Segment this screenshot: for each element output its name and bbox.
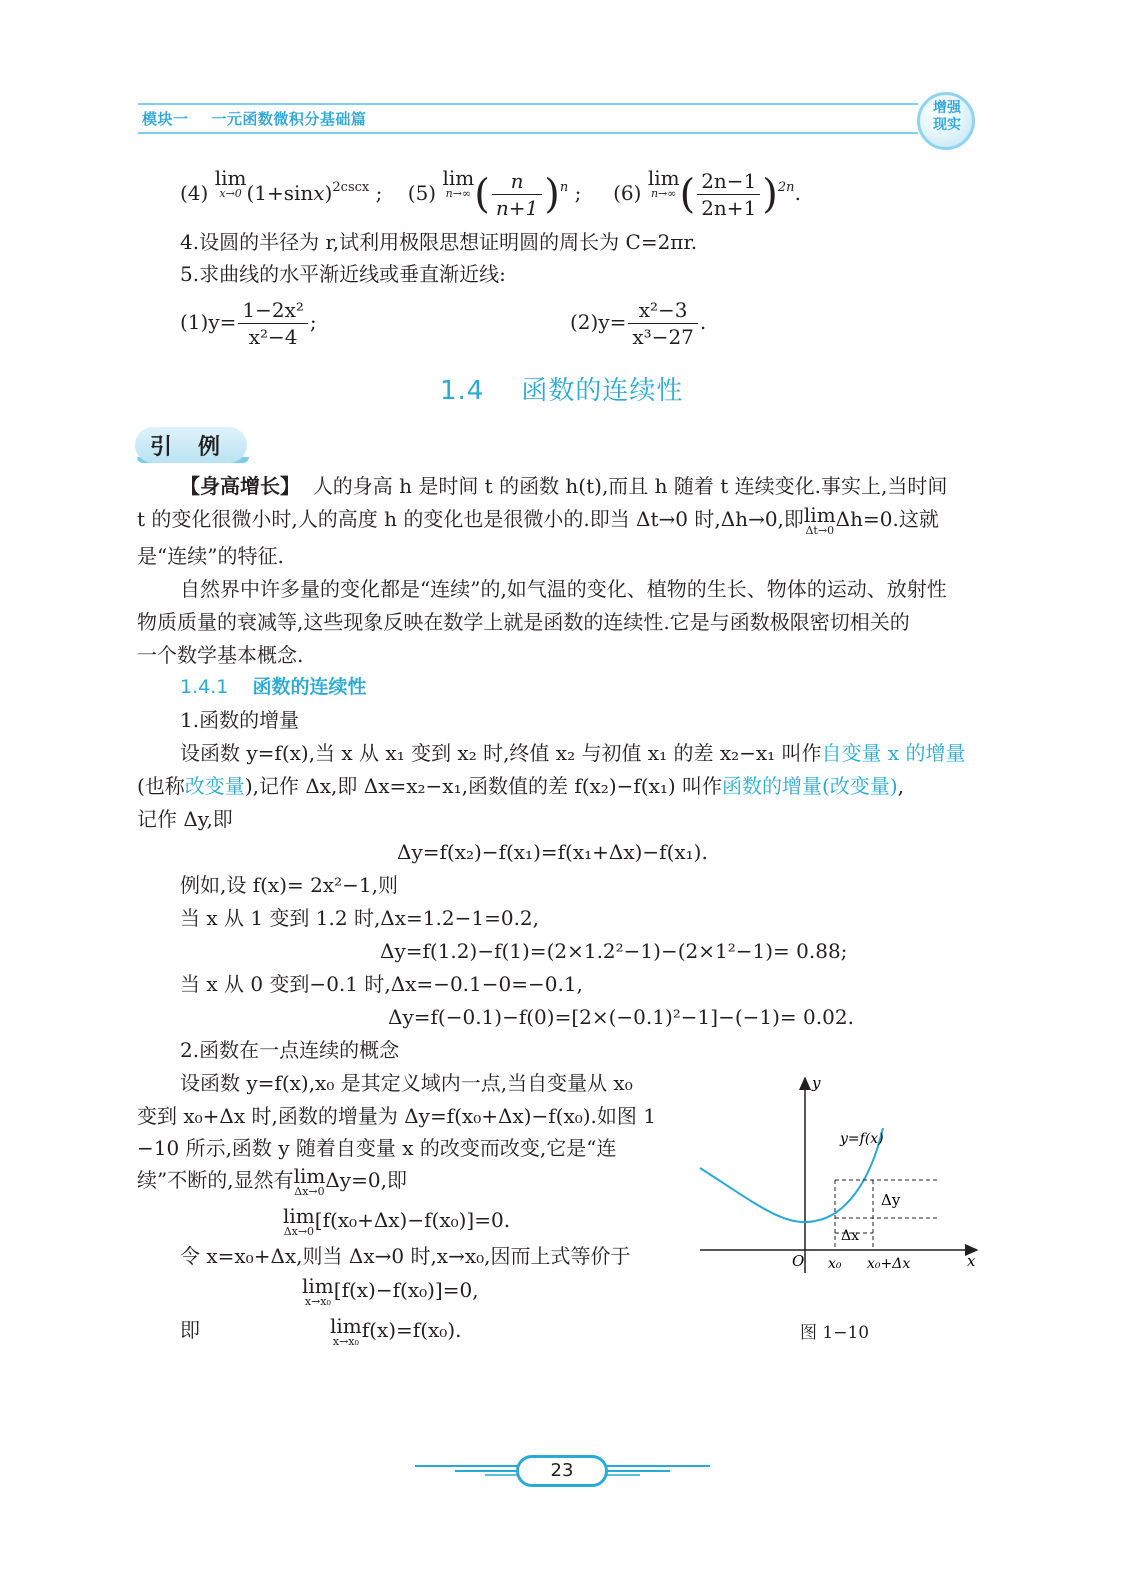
header-module: 模块一 <box>142 110 189 128</box>
lim-word: lim <box>647 166 680 190</box>
dy-label: Δy <box>881 1191 901 1209</box>
exercise-q5-2 <box>570 294 706 350</box>
section-number: 1.4 <box>440 376 485 406</box>
example1-dx: 当 x 从 1 变到 1.2 时,Δx=1.2−1=0.2, <box>180 906 540 930</box>
intro-p1-line3: 是“连续”的特征. <box>137 544 284 568</box>
term-independent-increment: 自变量 x 的增量 <box>821 741 966 765</box>
q5-2-label: (2)y= <box>570 310 627 334</box>
continuity-line2: 变到 x₀+Δx 时,函数的增量为 Δy=f(x₀+Δx)−f(x₀).如图 1 <box>137 1104 656 1128</box>
ex5-lim <box>442 168 474 200</box>
ex4-label: (4) <box>180 181 209 205</box>
ar-badge-text <box>919 100 975 134</box>
cont-l4-lim <box>294 1166 326 1198</box>
exercise-q5: 5.求曲线的水平渐近线或垂直渐近线: <box>180 262 506 286</box>
f3-lim <box>330 1316 362 1348</box>
footer-left-ornament <box>415 1462 520 1476</box>
increment-line2 <box>137 772 904 800</box>
lim-word: lim <box>330 1314 362 1338</box>
dx-label: Δx <box>841 1228 860 1244</box>
term-function-increment: 函数的增量(改变量) <box>722 774 898 798</box>
subsection-heading <box>180 673 367 701</box>
ex4-sep: ; <box>375 181 383 205</box>
paren-close: ) <box>762 171 778 218</box>
ex5-exp: n <box>559 180 569 195</box>
q5-1-num: 1−2x² <box>238 297 308 324</box>
inc-l2-a: (也称 <box>137 774 185 798</box>
badge-line2: 现实 <box>933 117 961 133</box>
q5-2-den: x³−27 <box>632 325 694 349</box>
cont-l4-b: Δy=0,即 <box>325 1168 407 1192</box>
increment-formula: Δy=f(x₂)−f(x₁)=f(x₁+Δx)−f(x₁). <box>397 840 708 864</box>
q5-1-den: x²−4 <box>248 325 298 349</box>
lim-word: lim <box>214 166 247 190</box>
intro-p2-line1: 自然界中许多量的变化都是“连续”的,如气温的变化、植物的生长、物体的运动、放射性 <box>180 577 947 601</box>
example1-dy: Δy=f(1.2)−f(1)=(2×1.2²−1)−(2×1²−1)= 0.88; <box>380 939 848 963</box>
q5-2-end: . <box>699 310 707 334</box>
x-axis-label: x <box>967 1252 976 1270</box>
f1-lim <box>283 1206 315 1238</box>
subsection-number: 1.4.1 <box>180 676 229 698</box>
lim-word: lim <box>803 503 836 527</box>
page-number: 23 <box>516 1455 608 1487</box>
intro-p2-line3: 一个数学基本概念. <box>137 643 304 667</box>
continuity-heading: 2.函数在一点连续的概念 <box>180 1038 400 1062</box>
increment-heading: 1.函数的增量 <box>180 708 300 732</box>
figure-caption: 图 1−10 <box>800 1323 870 1343</box>
header-rule <box>138 132 918 134</box>
exercise-q5-1 <box>180 294 317 350</box>
ex4-expr-a: (1+sin <box>246 181 314 205</box>
curve-label: y=f(x) <box>840 1131 884 1147</box>
continuity-line1: 设函数 y=f(x),x₀ 是其定义域内一点,当自变量从 x₀ <box>180 1071 633 1095</box>
example2-dy: Δy=f(−0.1)−f(0)=[2×(−0.1)²−1]−(−1)= 0.02. <box>388 1005 854 1029</box>
ex6-lim-sub: n→∞ <box>650 187 677 200</box>
ex5-frac <box>492 168 542 221</box>
ex4-expr-b: ) <box>324 181 333 205</box>
intro-p1-l2-b: Δh=0.这就 <box>835 507 939 531</box>
continuity-formula2 <box>302 1276 479 1308</box>
intro-p1-l2-a: t 的变化很微小时,人的高度 h 的变化也是很微小的.即当 Δt→0 时,Δh→0,即 <box>137 507 804 531</box>
ex4-lim <box>215 168 247 200</box>
f2-lim <box>302 1276 334 1308</box>
continuity-formula3 <box>330 1316 461 1348</box>
ex6-exp: 2n <box>777 180 795 195</box>
header-title: 一元函数微积分基础篇 <box>211 110 367 128</box>
ex5-sep: ; <box>574 181 582 205</box>
q5-2-num: x²−3 <box>628 297 698 324</box>
x0dx-label: x₀+Δx <box>867 1256 911 1272</box>
paren-open: ( <box>474 171 490 218</box>
figure-1-10 <box>695 1068 985 1283</box>
lim-word: lim <box>302 1274 334 1298</box>
lim-word: lim <box>293 1164 326 1188</box>
ex5-lim-sub: n→∞ <box>445 187 472 200</box>
inc-l2-c: , <box>897 774 905 798</box>
cont-l4-a: 续”不断的,显然有 <box>137 1168 294 1192</box>
inc-l2-b: ),记作 Δx,即 Δx=x₂−x₁,函数值的差 f(x₂)−f(x₁) 叫作 <box>244 774 723 798</box>
paren-open: ( <box>679 171 696 218</box>
ex6-num: 2n−1 <box>697 168 760 195</box>
paren-close: ) <box>544 171 560 218</box>
ex6-lim <box>648 168 680 200</box>
cont-l4-lim-sub: Δx→0 <box>294 1185 325 1198</box>
f1-body: [f(x₀+Δx)−f(x₀)]=0. <box>314 1208 511 1232</box>
f3-lim-sub: x→x₀ <box>332 1335 359 1348</box>
inc-l1-a: 设函数 y=f(x),当 x 从 x₁ 变到 x₂ 时,终值 x₂ 与初值 x₁ 的差 x₂−x₁ 叫作 <box>180 741 822 765</box>
q5-1-frac <box>238 297 308 350</box>
exercise-row-limits <box>180 168 801 221</box>
intro-heading: 【身高增长】 <box>180 474 300 498</box>
ex4-lim-sub: x→0 <box>219 187 242 200</box>
example-intro: 例如,设 f(x)= 2x²−1,则 <box>180 873 398 897</box>
continuity-line3: −10 所示,函数 y 随着自变量 x 的改变而改变,它是“连 <box>137 1136 617 1160</box>
continuity-line6-label: 即 <box>180 1318 200 1342</box>
intro-p1-line2 <box>137 505 939 537</box>
intro-p1-line1 <box>180 472 947 500</box>
running-header <box>142 108 366 129</box>
ex6-end: . <box>794 181 801 205</box>
ex6-label: (6) <box>613 181 642 205</box>
continuity-line4 <box>137 1166 407 1198</box>
ex6-frac <box>697 168 760 221</box>
f2-body: [f(x)−f(x₀)]=0, <box>333 1278 479 1302</box>
q5-1-end: ; <box>309 310 317 334</box>
y-axis-label: y <box>812 1074 821 1092</box>
q5-2-frac <box>628 297 698 350</box>
f1-lim-sub: Δx→0 <box>283 1225 315 1238</box>
lim-word: lim <box>442 166 475 190</box>
footer-right-ornament <box>606 1462 711 1476</box>
ex6-den: 2n+1 <box>701 196 757 220</box>
section-title: 函数的连续性 <box>521 376 684 406</box>
f3-body: f(x)=f(x₀). <box>361 1318 462 1342</box>
term-change: 改变量 <box>184 774 245 798</box>
continuity-line5: 令 x=x₀+Δx,则当 Δx→0 时,x→x₀,因而上式等价于 <box>180 1244 631 1268</box>
ex5-den: n+1 <box>495 196 539 220</box>
subsection-title: 函数的连续性 <box>252 676 367 698</box>
intro-lim <box>804 505 836 537</box>
x0-label: x₀ <box>828 1256 842 1272</box>
q5-1-label: (1)y= <box>180 310 237 334</box>
intro-tab-label: 引例 <box>150 435 247 460</box>
lim-word: lim <box>283 1204 315 1228</box>
ex4-var: x <box>313 181 325 205</box>
badge-line1: 增强 <box>933 100 961 116</box>
ex4-exp: 2cscx <box>332 180 370 195</box>
ex5-num: n <box>492 168 542 195</box>
intro-p1-l1-text: 人的身高 h 是时间 t 的函数 h(t),而且 h 随着 t 连续变化.事实上,当时间 <box>312 474 948 498</box>
example2-dx: 当 x 从 0 变到−0.1 时,Δx=−0.1−0=−0.1, <box>180 972 583 996</box>
intro-p2-line2: 物质质量的衰减等,这些现象反映在数学上就是函数的连续性.它是与函数极限密切相关的 <box>137 610 910 634</box>
exercise-q4: 4.设圆的半径为 r,试利用极限思想证明圆的周长为 C=2πr. <box>180 230 698 254</box>
increment-line3: 记作 Δy,即 <box>137 807 233 831</box>
header-top-rule <box>138 103 918 105</box>
increment-line1 <box>180 739 966 767</box>
origin-label: O <box>792 1252 805 1270</box>
intro-lim-sub: Δt→0 <box>805 524 835 537</box>
ex5-label: (5) <box>407 181 437 205</box>
continuity-formula1 <box>283 1206 510 1238</box>
section-heading <box>440 370 683 407</box>
f2-lim-sub: x→x₀ <box>304 1295 331 1308</box>
